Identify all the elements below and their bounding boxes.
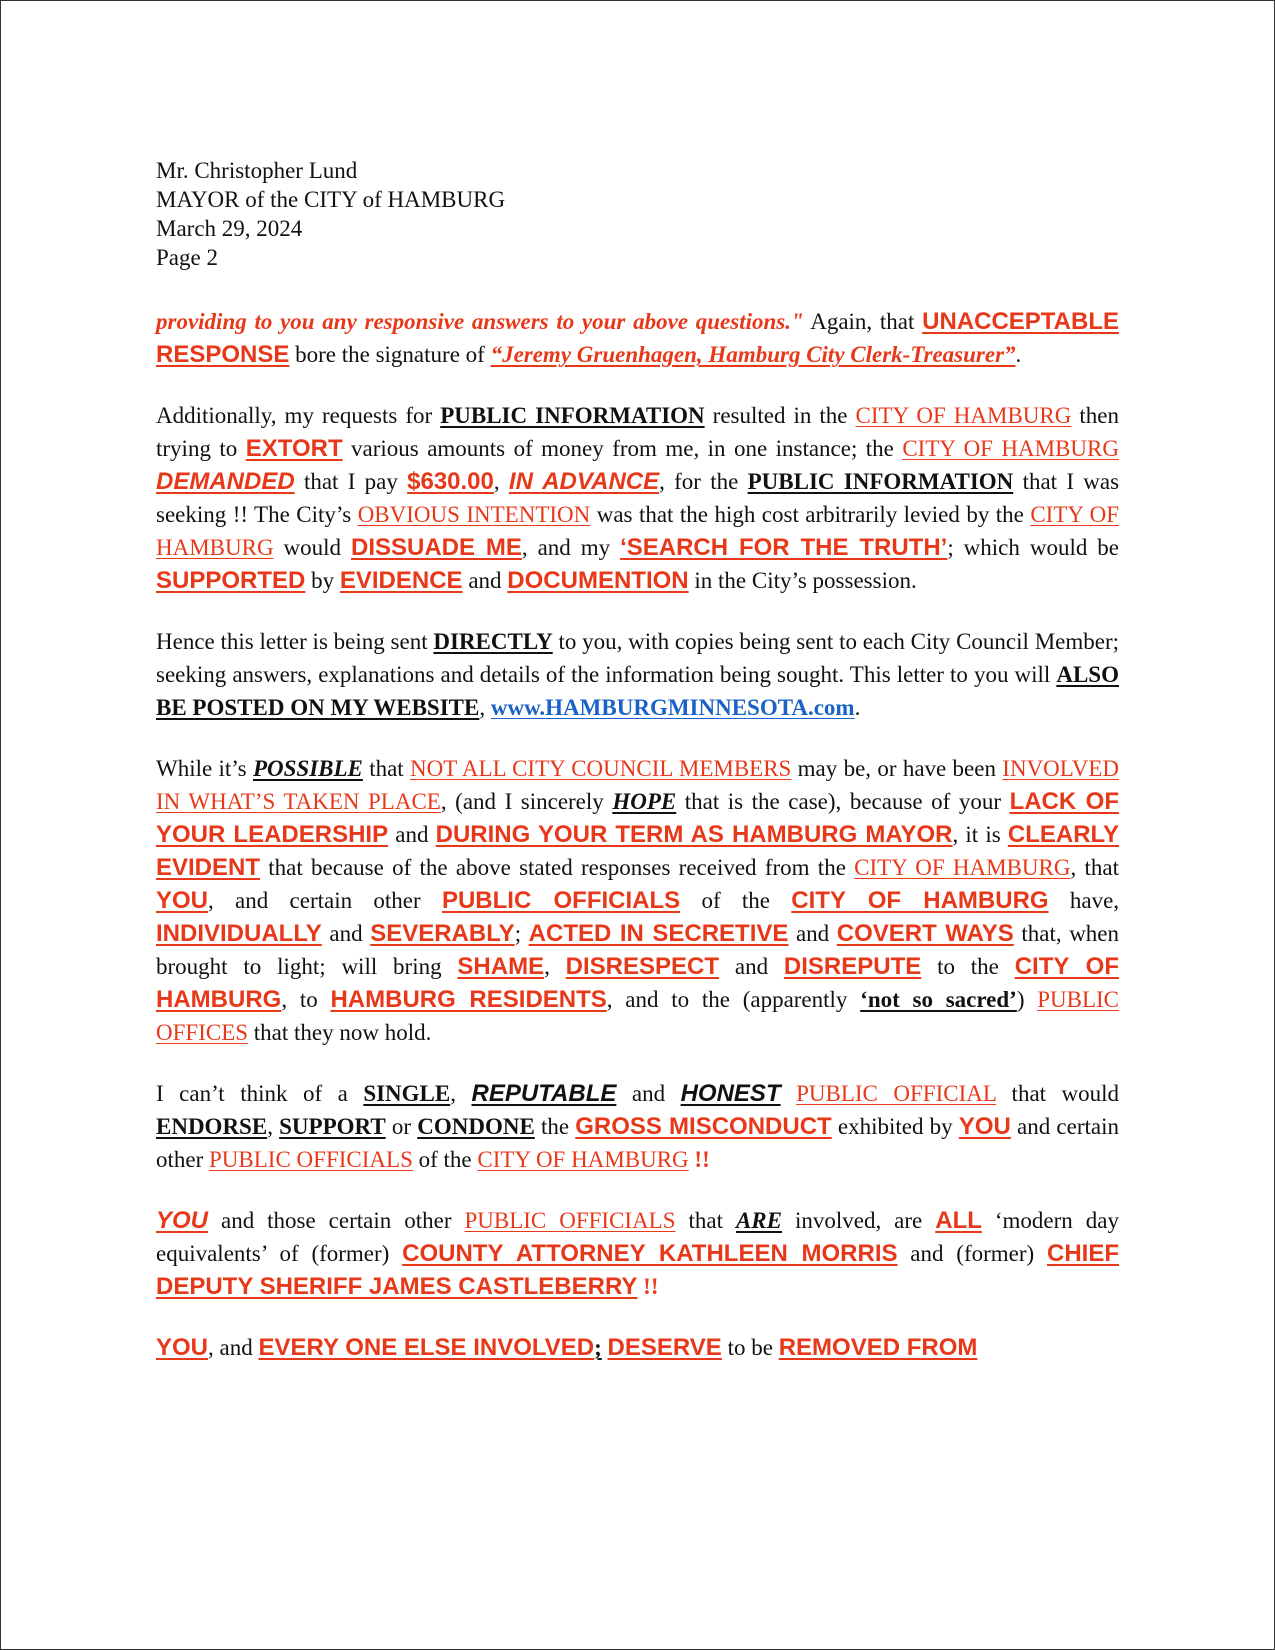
recipient-title: MAYOR of the CITY of HAMBURG (156, 187, 506, 212)
text-span: , to (281, 987, 331, 1012)
emphasis-search-for-truth: ‘SEARCH FOR THE TRUTH’ (620, 534, 948, 561)
emphasis-single: SINGLE (363, 1081, 451, 1106)
text-span: that would (996, 1081, 1120, 1106)
text-span: of the (412, 1147, 478, 1172)
emphasis-clearly-evident: CLEARLY EVIDENT (156, 821, 1119, 881)
text-span: bore the signature of (289, 342, 491, 367)
emphasis-disrepute: DISREPUTE (783, 953, 922, 980)
text-span: While it’s (156, 756, 253, 781)
emphasis-city: CITY OF HAMBURG (791, 887, 1049, 914)
emphasis-city: CITY OF HAMBURG (902, 436, 1119, 461)
paragraph-4 (156, 752, 1119, 1049)
emphasis-public-information: PUBLIC INFORMATION (747, 469, 1014, 494)
text-span: and those certain other (208, 1208, 465, 1233)
text-span: , (and I sincerely (440, 789, 613, 814)
text-span: to the (921, 954, 1015, 979)
text-span: of the (680, 888, 792, 913)
text-span: and (719, 954, 784, 979)
recipient-name: Mr. Christopher Lund (156, 158, 358, 183)
exclamation: !! (637, 1274, 659, 1299)
emphasis-support: SUPPORT (279, 1114, 386, 1139)
emphasis-deserve: DESERVE (607, 1334, 722, 1361)
text-span: may be, or have been (791, 756, 1003, 781)
emphasis-endorse: ENDORSE (156, 1114, 268, 1139)
text-span: by (305, 568, 340, 593)
text-span: . (854, 695, 861, 720)
text-span: that, when brought to light; will bring (156, 921, 1120, 979)
text-span: to be (721, 1335, 779, 1360)
text-span: and (616, 1081, 681, 1106)
emphasis-unacceptable-response: UNACCEPTABLE RESPONSE (156, 308, 1119, 368)
text-span: and (462, 568, 508, 593)
text-span: exhibited by (831, 1114, 959, 1139)
paragraph-5 (156, 1077, 1119, 1176)
text-span: Additionally, my requests for (156, 403, 441, 428)
text-span: , it is (952, 822, 1008, 847)
emphasis-covert-ways: COVERT WAYS (836, 920, 1014, 947)
exclamation: !! (688, 1147, 710, 1172)
emphasis-documention: DOCUMENTION (507, 567, 689, 594)
text-span (781, 1081, 797, 1106)
text-span: , that (1070, 855, 1119, 880)
signature-quote: “Jeremy Gruenhagen, Hamburg City Clerk-Treasurer” (490, 342, 1016, 367)
emphasis-city: CITY OF HAMBURG (156, 502, 1120, 560)
emphasis-lack-of-leadership: LACK OF YOUR LEADERSHIP (156, 788, 1120, 848)
emphasis-all: ALL (935, 1207, 982, 1234)
emphasis-you: YOU (156, 1207, 209, 1234)
text-span: , (267, 1114, 280, 1139)
emphasis-directly: DIRECTLY (433, 629, 553, 654)
text-span: that I was seeking !! The City’s (156, 469, 1120, 527)
text-span: Hence this letter is being sent (156, 629, 434, 654)
emphasis-honest: HONEST (680, 1080, 781, 1107)
text-span: that because of the above stated responses received from the (260, 855, 855, 880)
emphasis-disrespect: DISRESPECT (565, 953, 720, 980)
emphasis-city: CITY OF HAMBURG (156, 953, 1119, 1013)
emphasis-posted-on-website: ALSO BE POSTED ON MY WEBSITE (156, 662, 1119, 720)
emphasis-public-information: PUBLIC INFORMATION (440, 403, 705, 428)
page-number: Page 2 (156, 245, 218, 270)
website-link[interactable]: www.HAMBURGMINNESOTA.com (490, 695, 855, 720)
emphasis-acted-in-secretive: ACTED IN SECRETIVE (528, 920, 789, 947)
emphasis-demanded: DEMANDED (156, 468, 295, 495)
text-span: then trying to (156, 403, 1119, 461)
emphasis-hamburg-residents: HAMBURG RESIDENTS (330, 986, 607, 1013)
emphasis-city: CITY OF HAMBURG (855, 403, 1072, 428)
emphasis-amount: $630.00 (407, 468, 494, 495)
text-span: and (388, 822, 436, 847)
emphasis-term-as-mayor: DURING YOUR TERM AS HAMBURG MAYOR (435, 821, 953, 848)
text-span: or (385, 1114, 418, 1139)
text-span: , and (208, 1335, 259, 1360)
text-span: have, (1048, 888, 1120, 913)
text-span: I can’t think of a (156, 1081, 364, 1106)
paragraph-7 (156, 1331, 1119, 1364)
emphasis-are: ARE (735, 1208, 782, 1233)
text-span: , (450, 1081, 472, 1106)
text-span: ) (1016, 987, 1038, 1012)
emphasis-you: YOU (156, 1334, 209, 1361)
text-span: , and my (521, 535, 621, 560)
semicolon: ; (594, 1335, 602, 1360)
emphasis-evidence: EVIDENCE (339, 567, 463, 594)
text-span: ; (514, 921, 529, 946)
emphasis-you: YOU (958, 1113, 1011, 1140)
emphasis-removed-from: REMOVED FROM (778, 1334, 978, 1361)
emphasis-obvious-intention: OBVIOUS INTENTION (357, 502, 591, 527)
text-span: , and certain other (208, 888, 442, 913)
emphasis-city: CITY OF HAMBURG (854, 855, 1071, 880)
text-span: the (534, 1114, 576, 1139)
paragraph-3 (156, 625, 1119, 724)
letter-body (156, 156, 1119, 1392)
letter-date: March 29, 2024 (156, 216, 303, 241)
emphasis-public-officials: PUBLIC OFFICIALS (464, 1208, 676, 1233)
emphasis-extort: EXTORT (245, 435, 343, 462)
text-span: was that the high cost arbitrarily levied by the (590, 502, 1031, 527)
emphasis-possible: POSSIBLE (252, 756, 363, 781)
paragraph-6 (156, 1204, 1119, 1303)
text-span: and (788, 921, 837, 946)
text-span: various amounts of money from me, in one instance; the (342, 436, 903, 461)
text-span: and (321, 921, 371, 946)
emphasis-public-officials: PUBLIC OFFICIALS (441, 887, 681, 914)
emphasis-every-one-else: EVERY ONE ELSE INVOLVED (258, 1334, 595, 1361)
text-span: , (544, 954, 566, 979)
text-span: resulted in the (704, 403, 856, 428)
emphasis-severably: SEVERABLY (370, 920, 515, 947)
text-span: in the City’s possession. (688, 568, 917, 593)
text-span: , (479, 695, 491, 720)
text-span: and (former) (897, 1241, 1047, 1266)
text-span: would (273, 535, 351, 560)
emphasis-chief-deputy-sheriff: CHIEF DEPUTY SHERIFF JAMES CASTLEBERRY (156, 1240, 1119, 1300)
emphasis-condone: CONDONE (417, 1114, 535, 1139)
emphasis-hope: HOPE (612, 789, 677, 814)
text-span: , and to the (apparently (606, 987, 861, 1012)
text-span: involved, are (782, 1208, 936, 1233)
emphasis-county-attorney: COUNTY ATTORNEY KATHLEEN MORRIS (402, 1240, 898, 1267)
paragraph-2 (156, 399, 1119, 597)
emphasis-reputable: REPUTABLE (471, 1080, 617, 1107)
text-span: and certain other (156, 1114, 1119, 1172)
emphasis-public-officials: PUBLIC OFFICIALS (209, 1147, 413, 1172)
text-span: that they now hold. (248, 1020, 432, 1045)
letter-header (156, 156, 1119, 272)
text-span: ‘modern day equivalents’ of (former) (156, 1208, 1119, 1266)
text-span: Again, that (803, 309, 923, 334)
emphasis-individually: INDIVIDUALLY (156, 920, 322, 947)
quoted-response: providing to you any responsive answers to your above questions." (156, 309, 804, 334)
emphasis-public-official: PUBLIC OFFICIAL (796, 1081, 997, 1106)
emphasis-supported: SUPPORTED (156, 567, 306, 594)
emphasis-in-advance: IN ADVANCE (508, 468, 660, 495)
text-span: that I pay (294, 469, 408, 494)
text-span: that (362, 756, 411, 781)
emphasis-shame: SHAME (457, 953, 545, 980)
text-span: to you, with copies being sent to each City Council Member; seeking answers, explanations and details of the information being sought. This letter to you will (156, 629, 1119, 687)
text-span: , for the (659, 469, 748, 494)
emphasis-not-so-sacred: ‘not so sacred’ (860, 987, 1017, 1012)
emphasis-city: CITY OF HAMBURG (477, 1147, 689, 1172)
text-span: that is the case), because of your (676, 789, 1010, 814)
emphasis-public-offices: PUBLIC OFFICES (156, 987, 1120, 1045)
text-span: , (493, 469, 509, 494)
text-span: ; which would be (947, 535, 1119, 560)
text-span: that (675, 1208, 736, 1233)
emphasis-gross-misconduct: GROSS MISCONDUCT (575, 1113, 832, 1140)
emphasis-you: YOU (156, 887, 209, 914)
text-span: . (1015, 342, 1022, 367)
paragraph-1 (156, 305, 1119, 371)
emphasis-dissuade-me: DISSUADE ME (350, 534, 522, 561)
emphasis-not-all-members: NOT ALL CITY COUNCIL MEMBERS (410, 756, 792, 781)
emphasis-involved: INVOLVED IN WHAT’S TAKEN PLACE (156, 756, 1119, 814)
